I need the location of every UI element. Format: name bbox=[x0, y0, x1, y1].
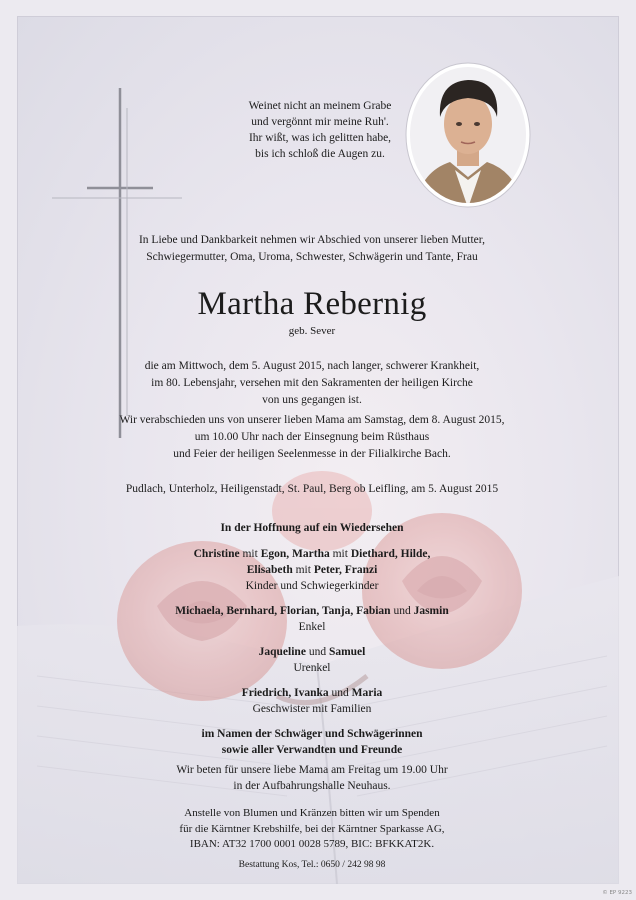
relation-label: Kinder und Schwiegerkinder bbox=[245, 580, 379, 592]
relation-label: Geschwister mit Familien bbox=[252, 703, 372, 715]
reference-code: © EP 9223 bbox=[602, 890, 632, 896]
funeral-line: um 10.00 Uhr nach der Einsegnung beim Rüsthaus bbox=[194, 431, 430, 443]
mourner-names bbox=[77, 603, 547, 619]
poem-line: bis ich schloß die Augen zu. bbox=[255, 148, 385, 160]
portrait-photo bbox=[405, 62, 531, 208]
wishes bbox=[77, 726, 547, 758]
hope-heading: In der Hoffnung auf ein Wiedersehen bbox=[220, 522, 404, 534]
mourner-names bbox=[77, 644, 547, 660]
funeral-line: Wir verabschieden uns von unserer lieben Mama am Samstag, dem 8. August 2015, bbox=[119, 414, 505, 426]
death-line: im 80. Lebensjahr, versehen mit den Sakramenten der heiligen Kirche bbox=[151, 377, 473, 389]
mourner-names bbox=[77, 562, 547, 578]
name-segment: Christine bbox=[193, 548, 240, 560]
name-segment: mit bbox=[329, 548, 351, 560]
deceased-name: Martha Rebernig bbox=[197, 286, 427, 322]
name-segment: Michaela, Bernhard, Florian, Tanja, Fabian bbox=[175, 605, 391, 617]
name-segment: Elisabeth bbox=[246, 564, 293, 576]
name-segment: Diethard bbox=[350, 548, 395, 560]
name-segment: und bbox=[328, 687, 352, 699]
donation-line: für die Kärntner Krebshilfe, bei der Kärntner Sparkasse AG, bbox=[179, 822, 445, 835]
intro-text bbox=[77, 232, 547, 266]
death-line: die am Mittwoch, dem 5. August 2015, nach langer, schwerer Krankheit, bbox=[144, 360, 480, 372]
name-segment: Jaqueline bbox=[258, 646, 306, 658]
mourner-group bbox=[77, 685, 547, 717]
donation-line: Anstelle von Blumen und Kränzen bitten wir um Spenden bbox=[184, 807, 440, 819]
mourner-group bbox=[77, 603, 547, 635]
donation-line: IBAN: AT32 1700 0001 0028 5789, BIC: BFKKAT2K. bbox=[189, 838, 435, 850]
funeral-notice bbox=[77, 412, 547, 463]
name-segment: und bbox=[390, 605, 414, 617]
poem-line: Weinet nicht an meinem Grabe bbox=[248, 100, 392, 112]
wishes-line: im Namen der Schwäger und Schwägerinnen bbox=[201, 728, 423, 740]
name-segment: , Franzi bbox=[338, 564, 378, 576]
prayer-line: in der Aufbahrungshalle Neuhaus. bbox=[233, 780, 391, 792]
intro-line: Schwiegermutter, Oma, Uroma, Schwester, Schwägerin und Tante, Frau bbox=[146, 251, 478, 263]
donation-notice bbox=[77, 806, 547, 853]
name-segment: Jasmin bbox=[413, 605, 449, 617]
funeral-line: und Feier der heiligen Seelenmesse in der Filialkirche Bach. bbox=[173, 448, 451, 460]
death-line: von uns gegangen ist. bbox=[262, 394, 362, 406]
name-segment: Peter bbox=[313, 564, 339, 576]
poem-line: und vergönnt mir meine Ruh'. bbox=[251, 116, 389, 128]
mourner-groups bbox=[77, 546, 547, 717]
name-segment: mit bbox=[292, 564, 314, 576]
relation-label: Urenkel bbox=[293, 662, 331, 674]
intro-line: In Liebe und Dankbarkeit nehmen wir Abschied von unserer lieben Mutter, bbox=[138, 234, 486, 246]
mourner-names bbox=[77, 546, 547, 562]
name-segment: und bbox=[305, 646, 329, 658]
relation-label: Enkel bbox=[298, 621, 326, 633]
mourner-names bbox=[77, 685, 547, 701]
name-segment: Martha bbox=[292, 548, 330, 560]
place-and-date: Pudlach, Unterholz, Heiligenstadt, St. Paul, Berg ob Leifling, am 5. August 2015 bbox=[125, 483, 499, 495]
mourner-group bbox=[77, 644, 547, 676]
maiden-name: geb. Sever bbox=[288, 325, 336, 337]
name-segment: Egon bbox=[260, 548, 287, 560]
name-segment: Friedrich, Ivanka bbox=[241, 687, 329, 699]
wishes-line: sowie aller Verwandten und Freunde bbox=[221, 744, 403, 756]
prayer-line: Wir beten für unsere liebe Mama am Freitag um 19.00 Uhr bbox=[176, 764, 448, 776]
undertaker-contact: Bestattung Kos, Tel.: 0650 / 242 98 98 bbox=[238, 860, 386, 870]
name-segment: Maria bbox=[351, 687, 383, 699]
obituary-card bbox=[17, 16, 619, 884]
poem-line: Ihr wißt, was ich gelitten habe, bbox=[248, 132, 392, 144]
death-notice bbox=[77, 358, 547, 409]
mourner-group bbox=[77, 546, 547, 594]
name-segment: Samuel bbox=[328, 646, 366, 658]
prayer-notice bbox=[77, 762, 547, 794]
name-segment: , Hilde, bbox=[394, 548, 431, 560]
name-segment: , bbox=[286, 548, 293, 560]
mourners-section bbox=[77, 520, 547, 758]
name-segment: mit bbox=[239, 548, 261, 560]
